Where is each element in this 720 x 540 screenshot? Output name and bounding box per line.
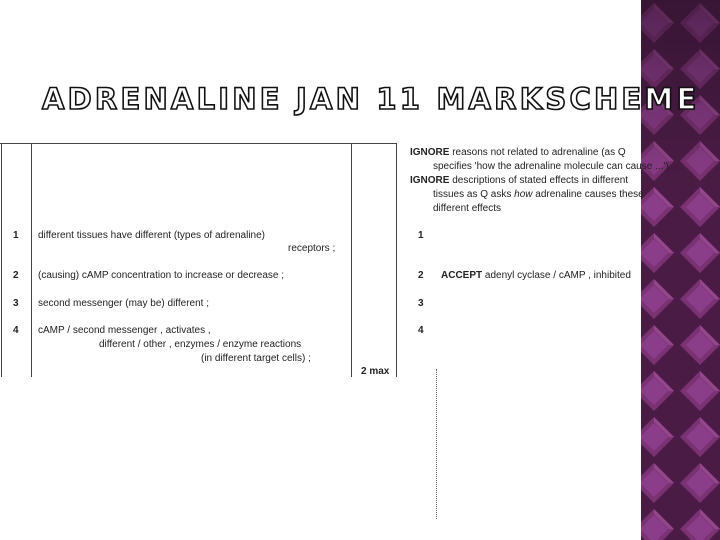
marks-total: 2 max	[361, 366, 390, 377]
slide-title: ADRENALINE JAN 11 MARKSCHEME	[42, 82, 700, 116]
guidance-text: specifies 'how the adrenaline molecule can cause ...')	[433, 161, 669, 172]
guidance-ignore-2	[410, 174, 628, 187]
guidance-number: 2	[418, 270, 424, 281]
row-number: 4	[13, 325, 19, 336]
guidance-number: 4	[418, 325, 424, 336]
guidance-text: descriptions of stated effects in different	[449, 175, 629, 186]
ignore-keyword: IGNORE	[410, 147, 450, 158]
row-number: 1	[13, 230, 19, 241]
row-number: 3	[13, 298, 19, 309]
table-top-border	[0, 143, 396, 144]
answer-text: cAMP / second messenger , activates ,	[38, 325, 211, 336]
answer-text: different tissues have different (types of adrenaline)	[38, 230, 265, 241]
guidance-emphasis: how	[514, 189, 533, 200]
table-divider-marks	[396, 143, 397, 377]
accept-keyword: ACCEPT	[441, 270, 483, 281]
answer-text: second messenger (may be) different ;	[38, 298, 210, 309]
answer-text: receptors ;	[288, 243, 336, 254]
guidance-dotted-divider	[436, 369, 437, 519]
guidance-number: 1	[418, 230, 424, 241]
guidance-text-part: adrenaline causes these	[532, 189, 644, 200]
answer-text: (causing) cAMP concentration to increase or decrease ;	[38, 270, 285, 281]
table-divider-answer	[351, 143, 352, 377]
row-number: 2	[13, 270, 19, 281]
answer-text: different / other , enzymes / enzyme reactions	[99, 339, 302, 350]
guidance-number: 3	[418, 298, 424, 309]
guidance-text: adenyl cyclase / cAMP , inhibited	[482, 270, 631, 281]
table-border-left	[1, 143, 2, 377]
guidance-ignore-1	[410, 146, 626, 159]
guidance-text: reasons not related to adrenaline (as Q	[449, 147, 626, 158]
guidance-text: different effects	[433, 203, 502, 214]
guidance-accept	[441, 269, 631, 282]
guidance-text-part: tissues as Q asks	[433, 189, 515, 200]
answer-text: (in different target cells) ;	[201, 353, 311, 364]
markscheme-table	[0, 143, 715, 377]
table-divider-number	[31, 143, 32, 377]
guidance-text	[433, 188, 644, 201]
ignore-keyword: IGNORE	[410, 175, 450, 186]
